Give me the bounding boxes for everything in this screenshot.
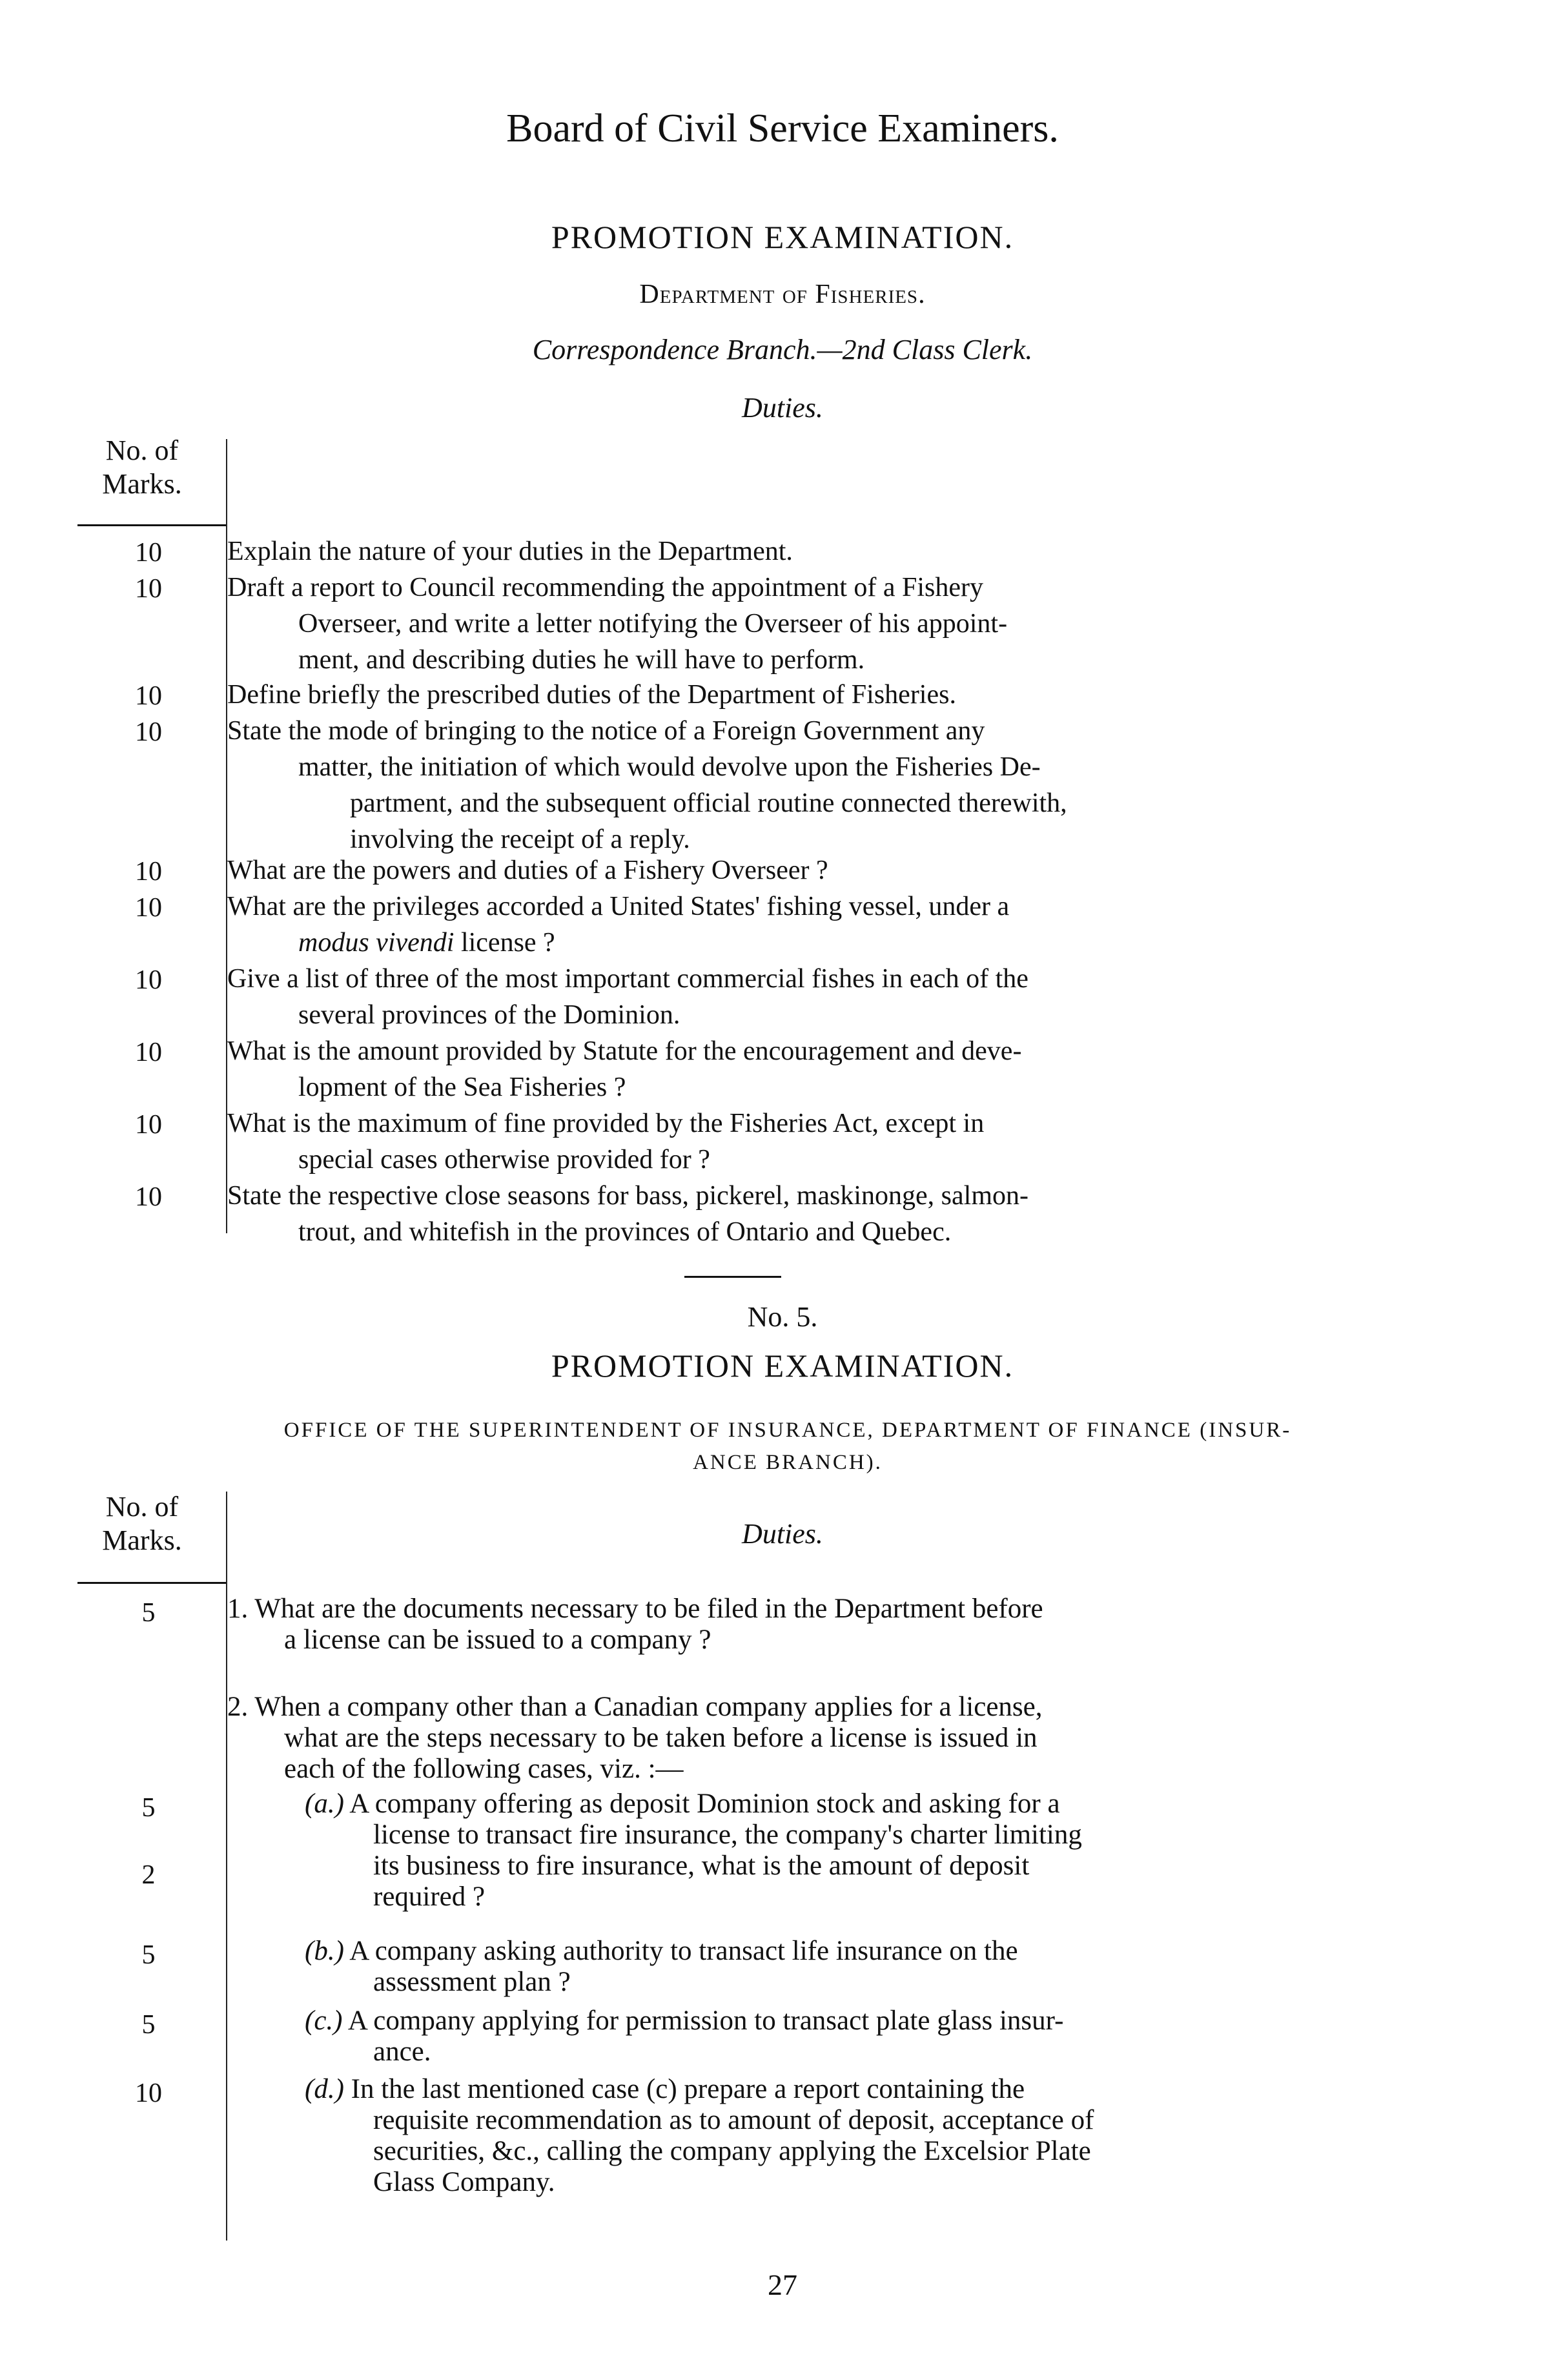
question-8 — [227, 1033, 1383, 1105]
question-text-cont — [227, 925, 1383, 961]
branch-title: Correspondence Branch.—2nd Class Clerk. — [532, 334, 1033, 365]
exam-title-2: PROMOTION EXAMINATION. — [551, 1348, 1014, 1384]
section-number: No. 5. — [747, 1301, 818, 1333]
question-2 — [227, 569, 1383, 678]
part-label-text: (b.) — [305, 1936, 344, 1966]
marks-header-line1: No. of — [105, 1491, 179, 1523]
part-marks: 5 — [141, 2010, 156, 2040]
question-text-cont: a license can be issued to a company ? — [284, 1625, 711, 1655]
question-7 — [227, 961, 1383, 1033]
question-text: What is the amount provided by Statute for the encouragement and deve- — [227, 1036, 1022, 1066]
question-marks: 5 — [141, 1598, 156, 1628]
question-text: What are the documents necessary to be filed in the Department before — [254, 1594, 1043, 1624]
question-text: State the mode of bringing to the notice of a Foreign Government any — [227, 716, 985, 746]
question-text-rest: license ? — [454, 928, 555, 958]
question-5 — [227, 852, 1383, 888]
question-10 — [227, 1178, 1383, 1250]
question-1 — [227, 533, 1383, 569]
part-marks: 10 — [135, 2078, 162, 2108]
question-4 — [227, 713, 1383, 857]
office-heading-line2: ANCE BRANCH). — [693, 1451, 883, 1474]
question-text: Define briefly the prescribed duties of the Department of Fisheries. — [227, 680, 956, 710]
question-text-cont: several provinces of the Dominion. — [298, 1000, 680, 1030]
question-text: Draft a report to Council recommending the appointment of a Fishery — [227, 573, 984, 602]
exam-title: PROMOTION EXAMINATION. — [551, 219, 1014, 255]
part-label-text: (c.) — [305, 2006, 343, 2036]
question-text: Explain the nature of your duties in the Department. — [227, 537, 793, 566]
marks-header-line1: No. of — [105, 435, 179, 466]
question-text: What are the powers and duties of a Fishery Overseer ? — [227, 856, 828, 885]
part-b — [227, 1936, 1389, 1998]
part-label — [227, 1936, 344, 1966]
duties-heading-2: Duties. — [742, 1518, 823, 1550]
insurance-question-2 — [227, 1692, 1389, 1785]
part-text-cont: ance. — [373, 2036, 431, 2067]
question-text: State the respective close seasons for bass, pickerel, maskinonge, salmon- — [227, 1181, 1028, 1211]
question-text: Give a list of three of the most important commercial fishes in each of the — [227, 964, 1028, 994]
question-text-cont: matter, the initiation of which would devolve upon the Fisheries De- — [298, 752, 1041, 782]
question-text: What is the maximum of fine provided by the Fisheries Act, except in — [227, 1109, 985, 1138]
part-marks: 5 — [141, 1793, 156, 1823]
question-text-cont: each of the following cases, viz. :— — [284, 1754, 684, 1784]
question-9 — [227, 1105, 1383, 1178]
part-text: A company offering as deposit Dominion stock and asking for a — [349, 1789, 1060, 1819]
part-text: A company asking authority to transact life insurance on the — [349, 1936, 1018, 1966]
question-marks: 10 — [135, 717, 162, 747]
marks-column-header — [65, 434, 220, 501]
question-3 — [227, 677, 1383, 713]
office-heading — [39, 1414, 1537, 1479]
marks-header-line2: Marks. — [102, 1524, 182, 1556]
section-separator — [684, 1276, 781, 1278]
board-title: Board of Civil Service Examiners. — [506, 107, 1059, 150]
part-text-cont: securities, &c., calling the company applying the Excelsior Plate — [373, 2136, 1091, 2166]
question-marks: 10 — [135, 857, 162, 887]
insurance-question-1 — [227, 1594, 1389, 1656]
question-marks: 10 — [135, 574, 162, 604]
marks-header-line2: Marks. — [102, 468, 182, 500]
question-text-cont: partment, and the subsequent official routine connected therewith, — [350, 788, 1067, 818]
question-marks: 10 — [135, 893, 162, 923]
duties-heading: Duties. — [742, 392, 823, 424]
part-c — [227, 2006, 1389, 2067]
part-text: In the last mentioned case (c) prepare a report containing the — [351, 2074, 1025, 2104]
question-marks: 10 — [135, 1182, 162, 1212]
part-text-cont: license to transact fire insurance, the company's charter limiting — [373, 1820, 1082, 1850]
question-marks: 10 — [135, 1110, 162, 1140]
marks-header-rule — [77, 524, 226, 526]
part-label-text: (d.) — [305, 2074, 344, 2104]
italic-term: modus vivendi — [298, 928, 455, 958]
part-label — [227, 2006, 342, 2036]
question-number: 2. — [227, 1692, 249, 1722]
question-marks: 10 — [135, 1038, 162, 1067]
part-text-cont: its business to fire insurance, what is the amount of deposit — [373, 1851, 1030, 1881]
department-title: Department of Fisheries. — [639, 280, 926, 309]
part-a — [227, 1789, 1389, 1913]
part-text: A company applying for permission to transact plate glass insur- — [347, 2006, 1064, 2036]
part-text-cont: required ? — [373, 1882, 486, 1912]
question-marks: 10 — [135, 965, 162, 995]
question-marks: 10 — [135, 681, 162, 711]
part-marks: 2 — [141, 1860, 156, 1890]
part-label-text: (a.) — [305, 1789, 344, 1819]
question-number: 1. — [227, 1594, 249, 1624]
question-6 — [227, 888, 1383, 961]
question-text-cont: ment, and describing duties he will have to perform. — [298, 645, 865, 675]
question-text-cont: involving the receipt of a reply. — [350, 825, 690, 854]
part-d — [227, 2074, 1389, 2198]
question-text: When a company other than a Canadian company applies for a license, — [254, 1692, 1043, 1722]
question-text-cont: lopment of the Sea Fisheries ? — [298, 1072, 626, 1102]
marks-header-rule-2 — [77, 1582, 226, 1584]
part-marks: 5 — [141, 1940, 156, 1970]
question-text-cont: what are the steps necessary to be taken before a license is issued in — [284, 1723, 1038, 1753]
question-text-cont: trout, and whitefish in the provinces of Ontario and Quebec. — [298, 1217, 952, 1247]
question-text-cont: special cases otherwise provided for ? — [298, 1145, 710, 1175]
question-text: What are the privileges accorded a United States' fishing vessel, under a — [227, 892, 1010, 921]
office-heading-line1: OFFICE OF THE SUPERINTENDENT OF INSURANCE, DEPARTMENT OF FINANCE (INSUR- — [283, 1419, 1292, 1442]
page-number: 27 — [768, 2268, 797, 2301]
part-label — [227, 1789, 344, 1819]
part-text-cont: assessment plan ? — [373, 1967, 571, 1997]
part-text-cont: Glass Company. — [373, 2167, 555, 2197]
question-text-cont: Overseer, and write a letter notifying the Overseer of his appoint- — [298, 609, 1008, 639]
part-label — [227, 2074, 344, 2104]
question-marks: 10 — [135, 538, 162, 568]
part-text-cont: requisite recommendation as to amount of deposit, acceptance of — [373, 2105, 1094, 2135]
